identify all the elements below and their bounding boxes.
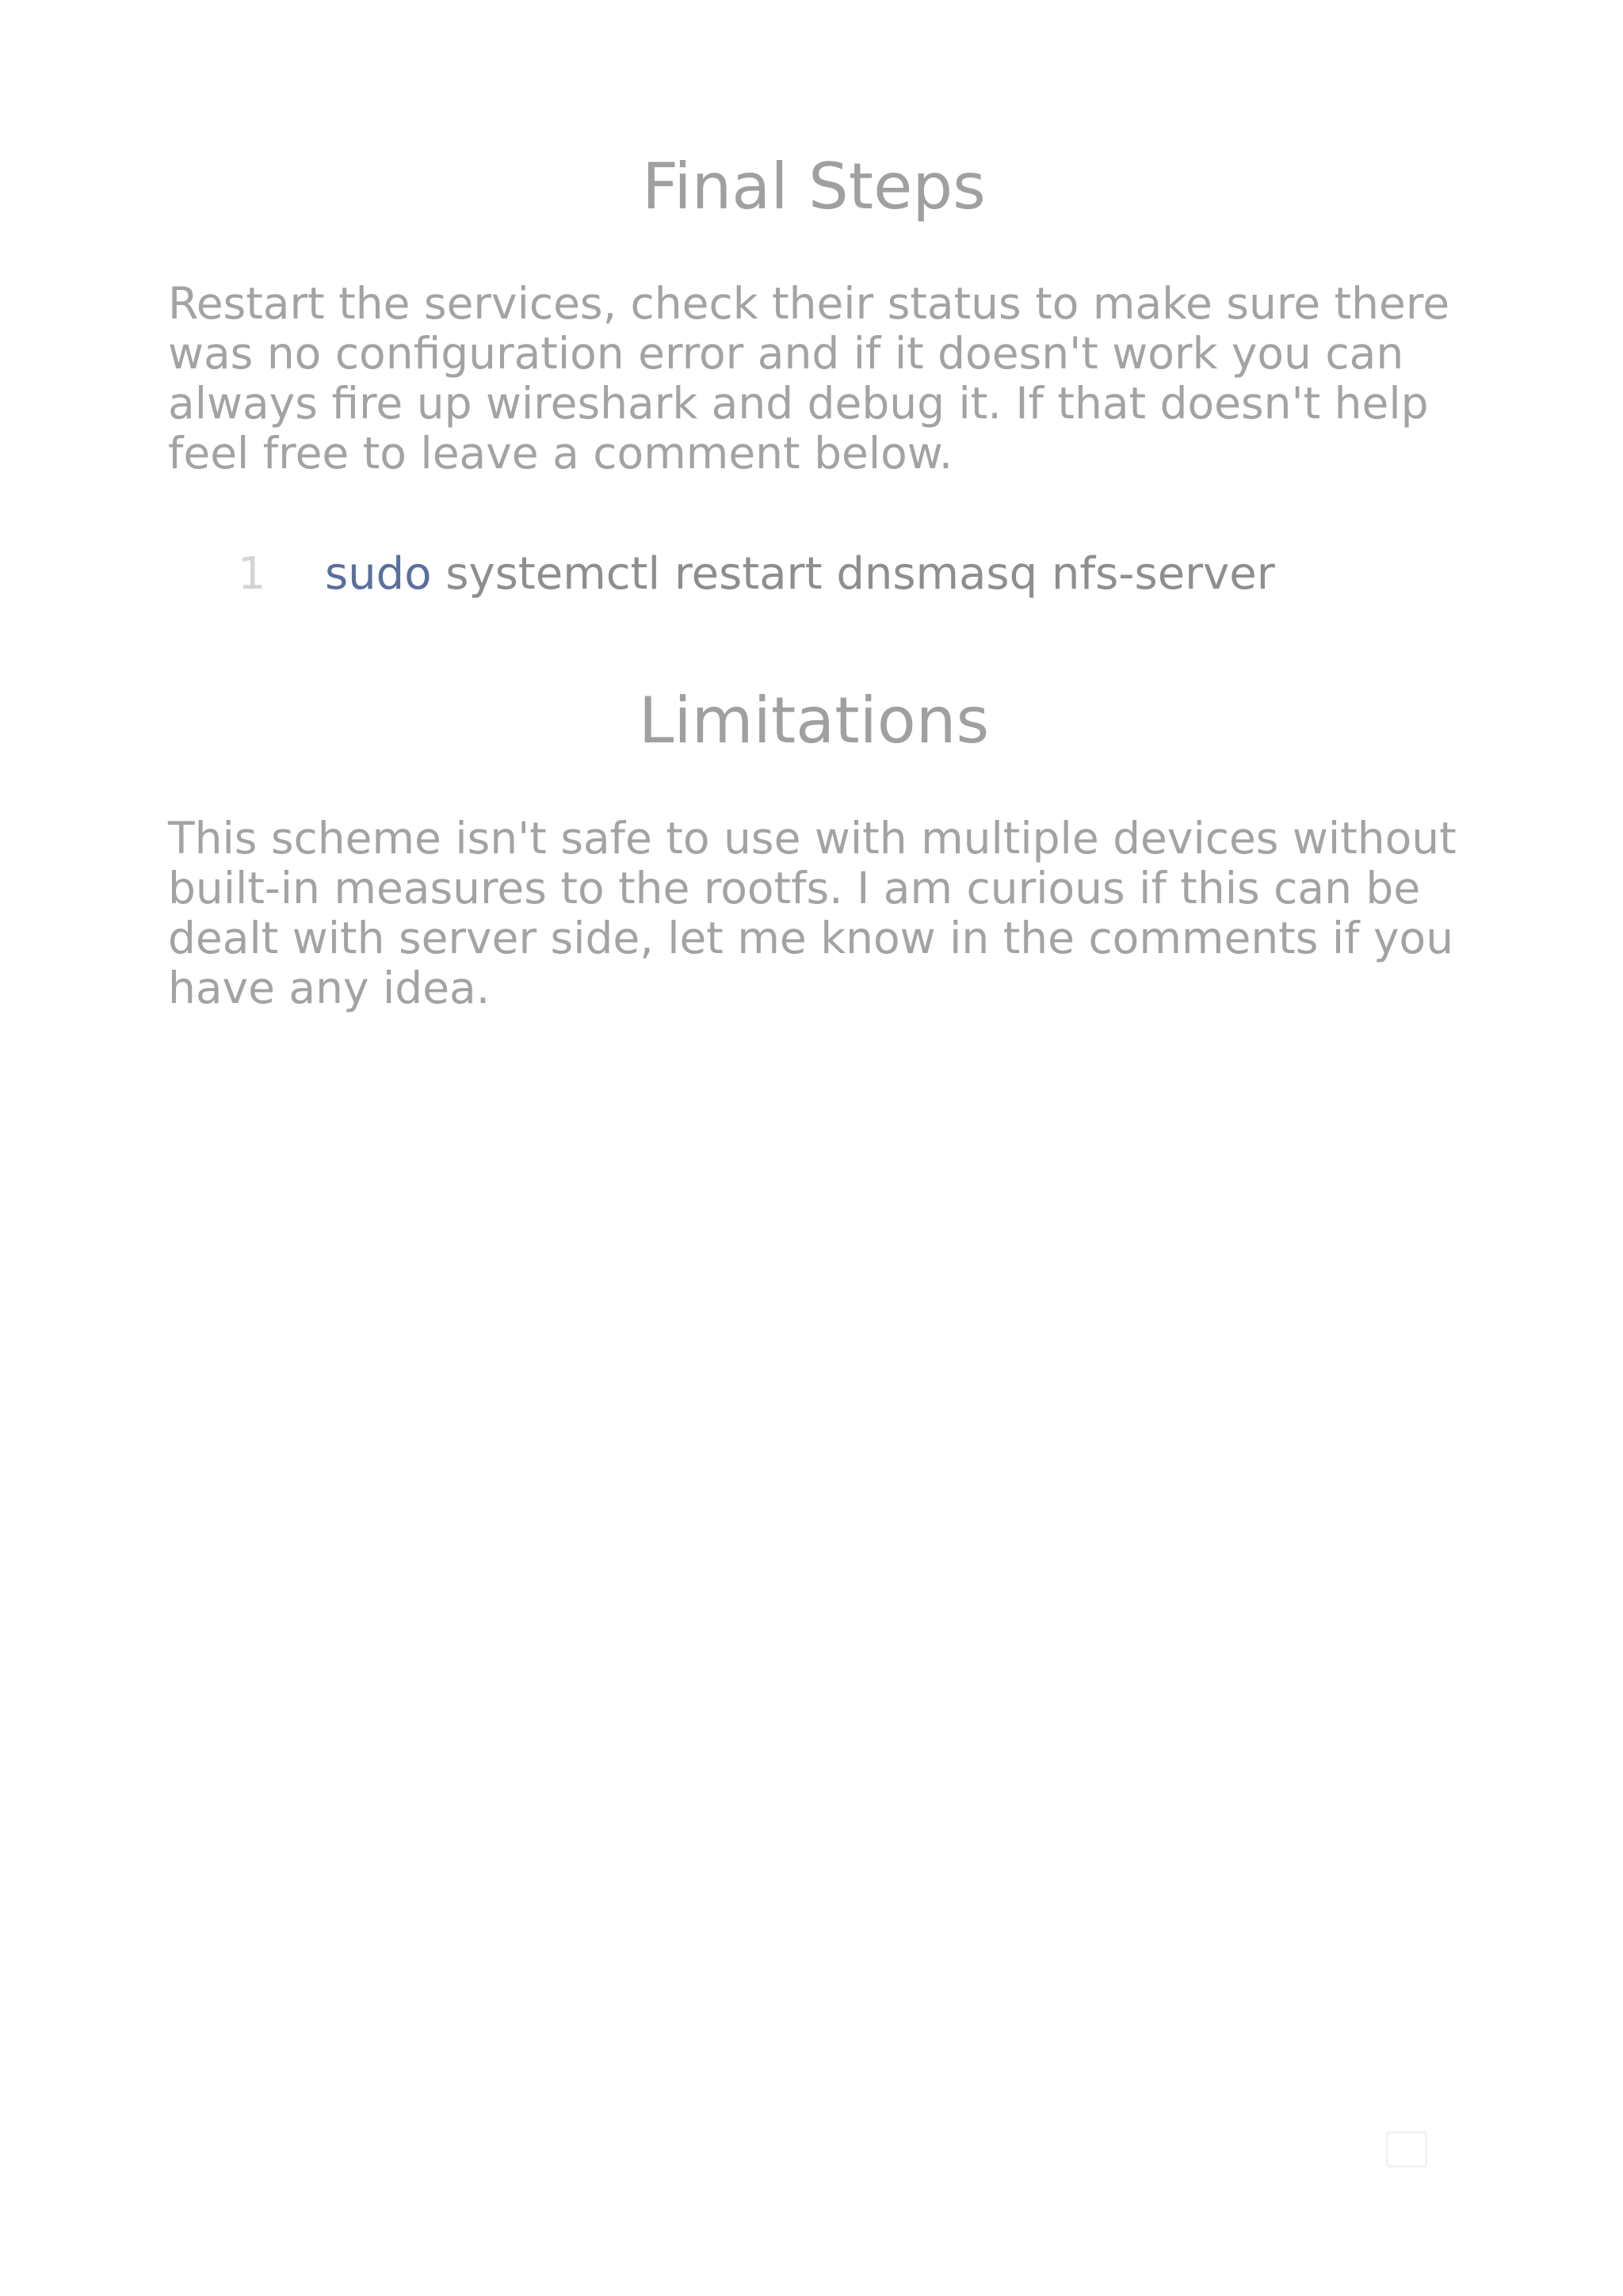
final-steps-paragraph: Restart the services, check their status to make sure there was no configuration error and if it doesn't work you can always fire up wireshark and debug it. If that doesn't help feel free to leave a comment below. [168, 278, 1450, 479]
page-icon [1386, 2131, 1427, 2168]
limitations-paragraph: This scheme isn't safe to use with multiple devices without built-in measures to the rootfs. I am curious if this can be dealt with server side, let me know in the comments if you have any idea. [168, 813, 1457, 1013]
section-title-limitations: Limitations [638, 684, 990, 757]
code-command: systemctl restart dnsmasq nfs-server [431, 548, 1275, 600]
final-steps-paragraph-container [168, 279, 1460, 479]
code-keyword: sudo [325, 548, 432, 600]
code-content [325, 547, 1275, 602]
limitations-paragraph-container [168, 814, 1460, 1013]
code-line-number: 1 [238, 548, 266, 600]
watermark [1260, 2131, 1553, 2218]
code-block [168, 547, 1460, 602]
section-title-final-steps: Final Steps [642, 150, 986, 223]
code-line [168, 547, 1460, 602]
